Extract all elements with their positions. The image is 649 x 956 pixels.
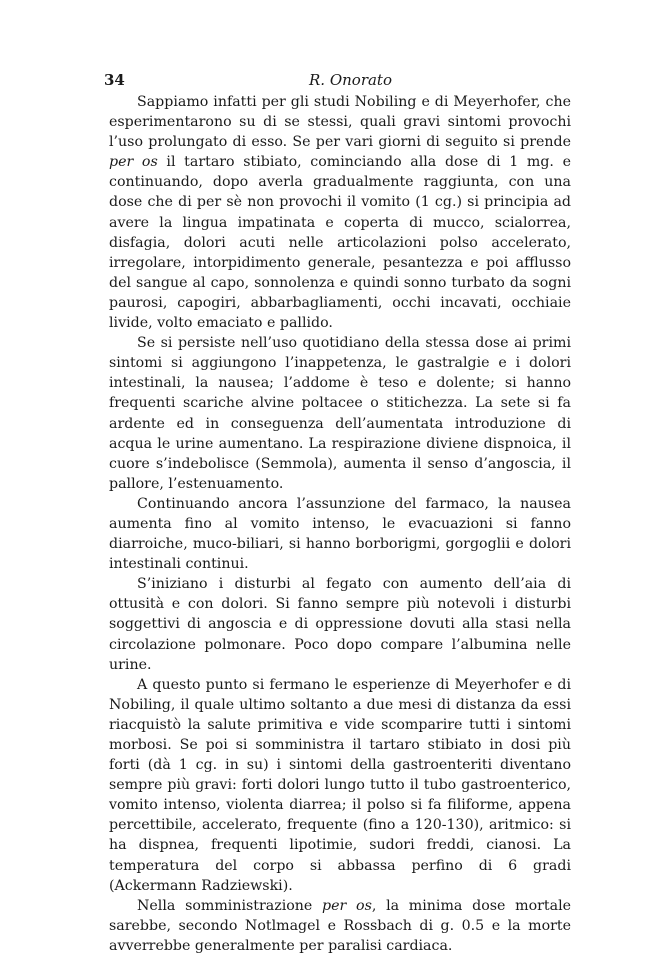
italic-term-per-os: per os [322,897,372,914]
text-segment: , la minima dose mortale sarebbe, secondo Notlmagel e Rossbach di g. 0.5 e la morte avverrebbe generalmente per paralisi cardiaca. [109,897,572,954]
running-header [104,71,568,91]
body-text [109,92,571,956]
paragraph-1 [109,92,571,333]
text-segment: Continuando ancora l’assunzione del farmaco, la nausea aumenta fino al vomito intenso, le evacuazioni si fanno diarroiche, muco-biliari, si hanno borborigmi, gorgoglii e dolori intestinali continui. [109,495,571,573]
text-segment: S’iniziano i disturbi al fegato con aumento dell’aia di ottusità e con dolori. Si fanno sempre più notevoli i disturbi soggettivi di angoscia e di oppressione dovuti alla stasi nella circolazione polmonare. Poco dopo compare l’albumina nelle urine. [109,576,571,673]
text-segment: A questo punto si fermano le esperienze di Meyerhofer e di Nobiling, il quale ultimo soltanto a due mesi di distanza da essi riacquistò la salute primitiva e vide scomparire tutti i sintomi morbosi. Se poi si somministra il tartaro stibiato in dosi più forti (dà 1 cg. in su) i sintomi della gastroenteriti diventano sempre più gravi: forti dolori lungo tutto il tubo gastroenterico, vomito intenso, violenta diarrea; il polso si fa filiforme, appena percettibile, accelerato, frequente (fino a 120-130), aritmico: si ha dispnea, frequenti lipotimie, sudori freddi, cianosi. La temperatura del corpo si abbassa perfino di 6 gradi (Ackermann Radziewski). [109,676,571,894]
paragraph-2 [109,333,571,494]
italic-term-per-os: per os [109,154,158,171]
text-segment: Sappiamo infatti per gli studi Nobiling e di Meyerhofer, che esperimentarono su di se stessi, quali gravi sintomi provochi l’uso prolungato di esso. Se per vari giorni di seguito si prende [109,94,571,151]
paragraph-3 [109,494,571,574]
paragraph-6 [109,896,571,956]
text-segment: Se si persiste nell’uso quotidiano della stessa dose ai primi sintomi si aggiungono l’inappetenza, le gastralgie e i dolori intestinali, la nausea; l’addome è teso e dolente; si hanno frequenti scariche alvine poltacee o stitichezza. La sete si fa ardente ed in conseguenza dell’aumentata introduzione di acqua le urine aumentano. La respirazione diviene dispnoica, il cuore s’indebolisce (Semmola), aumenta il senso d’angoscia, il pallore, l’estenuamento. [109,335,571,492]
text-segment: Nella somministrazione [137,897,323,914]
text-segment: il tartaro stibiato, cominciando alla dose di 1 mg. e continuando, dopo averla gradualmente raggiunta, con una dose che di per sè non provochi il vomito (1 cg.) si principia ad avere la lingua impatinata e coperta di mucco, scialorrea, disfagia, dolori acuti nelle articolazioni polso accelerato, irregolare, intorpidimento generale, pesantezza e poi afflusso del sangue al capo, sonnolenza e quindi sonno turbato da sogni paurosi, capogiri, abbarbagliamenti, occhi incavati, occhiaie livide, volto emaciato e pallido. [109,154,572,332]
page-number: 34 [104,71,125,89]
paragraph-5 [109,675,571,896]
running-title: R. Onorato [309,71,392,89]
paragraph-4 [109,574,571,674]
